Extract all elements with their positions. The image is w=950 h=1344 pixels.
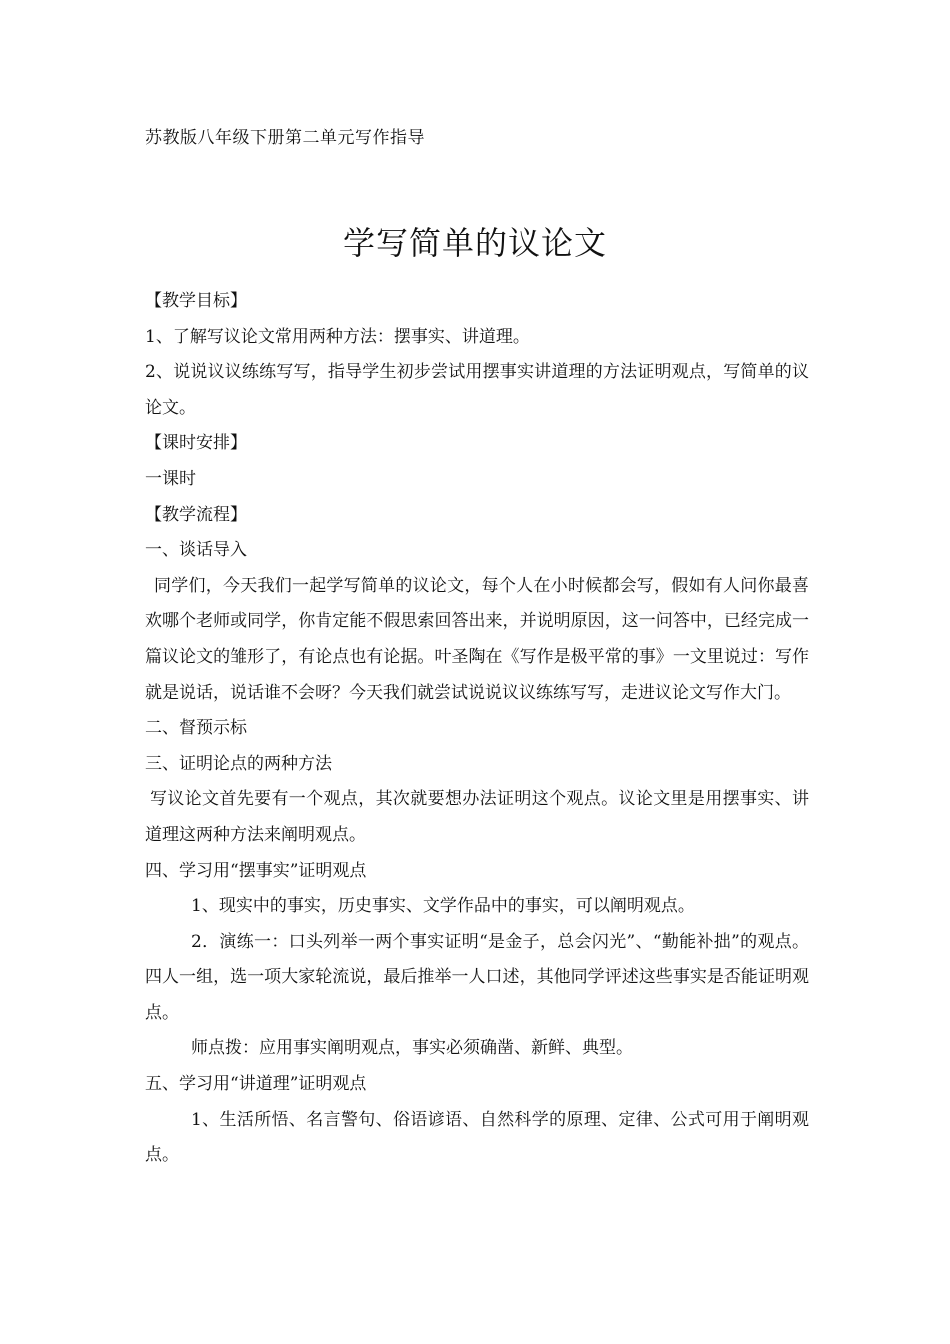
document-body	[145, 284, 809, 1174]
section-heading-objectives: 【教学目标】	[145, 291, 247, 311]
document-title: 学写简单的议论文	[342, 224, 607, 262]
step-heading-1: 一、谈话导入	[145, 540, 247, 561]
schedule-text: 一课时	[145, 468, 196, 489]
step-1-paragraph: 同学们，今天我们一起学写简单的议论文，每个人在小时候都会写，假如有人问你最喜欢哪个老师或同学，你肯定能不假思索回答出来，并说明原因，这一问答中，已经完成一篇议论文的雏形了，有论点也有论据。叶圣陶在《写作是极平常的事》一文里说过：写作就是说话，说话谁不会呀？今天我们就尝试说说议议练练写写，走进议论文写作大门。	[145, 575, 809, 703]
step-3-paragraph: 写议论文首先要有一个观点，其次就要想办法证明这个观点。议论文里是用摆事实、讲道理这两种方法来阐明观点。	[145, 789, 809, 845]
step-4-item-1: 1、现实中的事实，历史事实、文学作品中的事实，可以阐明观点。	[191, 896, 695, 917]
step-heading-4: 四、学习用“摆事实”证明观点	[145, 860, 367, 881]
document-header: 苏教版八年级下册第二单元写作指导	[145, 128, 425, 148]
step-heading-2: 二、督预示标	[145, 718, 247, 739]
step-heading-5: 五、学习用“讲道理”证明观点	[145, 1074, 367, 1095]
step-5-item-1: 1、生活所悟、名言警句、俗语谚语、自然科学的原理、定律、公式可用于阐明观点。	[145, 1109, 809, 1166]
step-heading-3: 三、证明论点的两种方法	[145, 753, 332, 774]
step-4-teacher-note: 师点拨：应用事实阐明观点，事实必须确凿、新鲜、典型。	[191, 1038, 633, 1059]
section-heading-schedule: 【课时安排】	[145, 433, 247, 454]
objective-item-2: 2、说说议议练练写写，指导学生初步尝试用摆事实讲道理的方法证明观点，写简单的议论文。	[145, 362, 809, 418]
objective-item-1: 1、了解写议论文常用两种方法：摆事实、讲道理。	[145, 326, 530, 347]
section-heading-process: 【教学流程】	[145, 504, 247, 525]
step-4-item-2: 2．演练一：口头列举一两个事实证明“是金子，总会闪光”、“勤能补拙”的观点。四人一组，选一项大家轮流说，最后推举一人口述，其他同学评述这些事实是否能证明观点。	[145, 931, 809, 1023]
